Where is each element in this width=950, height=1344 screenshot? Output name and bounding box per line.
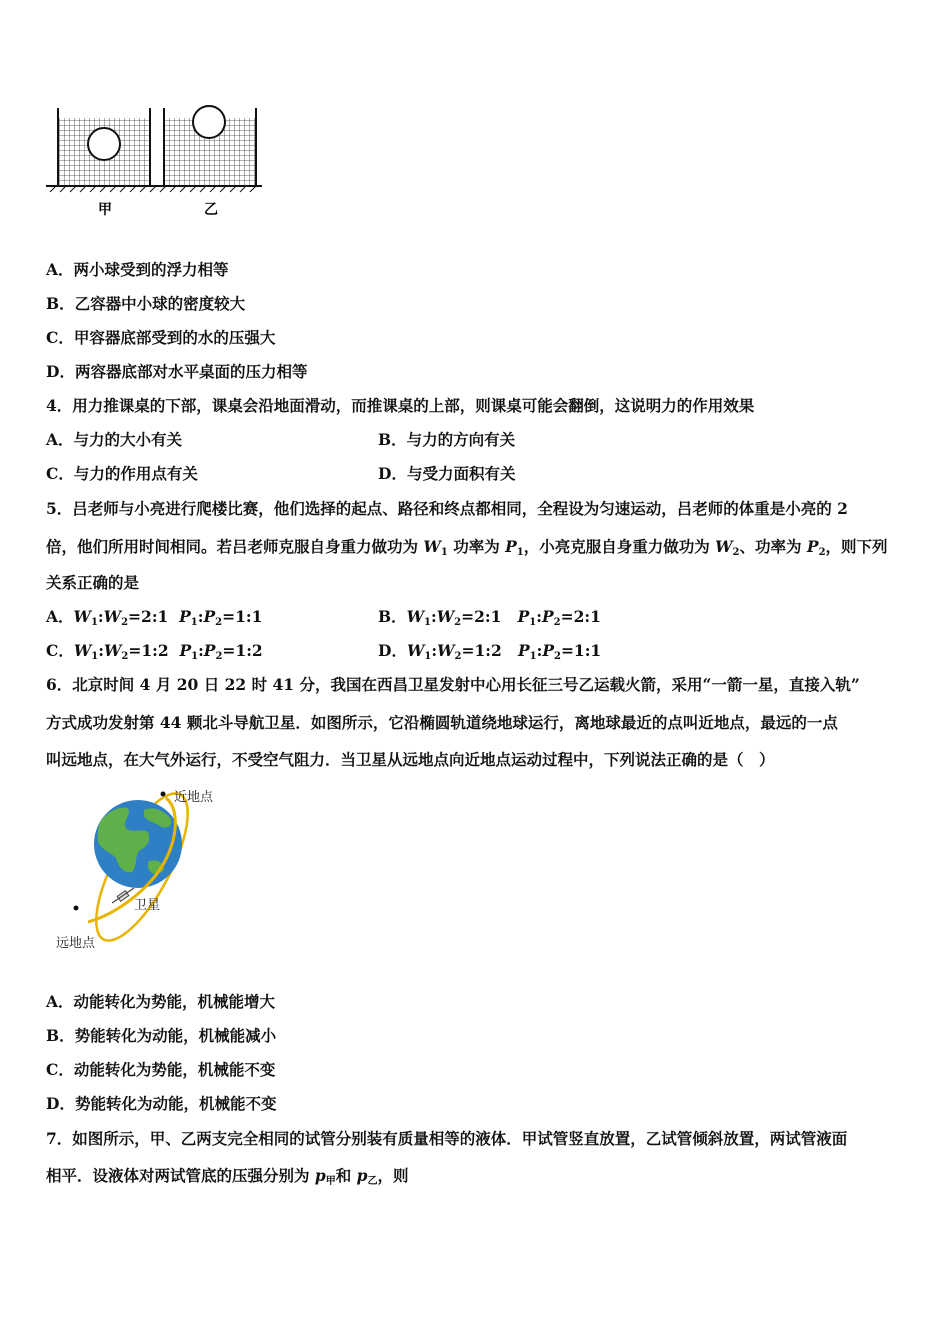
sub: 甲 <box>325 1176 336 1187</box>
container-yi <box>164 106 256 186</box>
sub: 1 <box>424 651 432 662</box>
value: =2:1 <box>128 607 169 626</box>
var-w: W <box>423 537 441 556</box>
q6-option-a: A．动能转化为势能，机械能增大 <box>46 992 276 1011</box>
value: =1:2 <box>461 641 502 660</box>
sub: 2 <box>121 617 129 628</box>
q7-text: 相平．设液体对两试管底的压强分别为 <box>46 1166 315 1185</box>
q4-option-d: D．与受力面积有关 <box>378 464 516 483</box>
label-yi: 乙 <box>204 202 218 218</box>
containers-figure <box>44 100 264 225</box>
q6-stem-line3: 叫远地点，在大气外运行，不受空气阻力．当卫星从远地点向近地点运动过程中，下列说法正确的是（ ） <box>46 750 775 769</box>
q6-option-b: B．势能转化为动能，机械能减小 <box>46 1026 277 1045</box>
satellite-orbit-figure <box>52 782 232 957</box>
var-p: P <box>179 607 191 626</box>
var-w: W <box>715 537 733 556</box>
var-w: W <box>436 607 455 626</box>
prefix: D． <box>378 641 407 660</box>
q3-option-d: D．两容器底部对水平桌面的压力相等 <box>46 362 308 381</box>
container-jia <box>58 108 150 186</box>
value: =1:2 <box>222 641 263 660</box>
var-p: P <box>542 641 554 660</box>
var-p: P <box>806 537 819 556</box>
var-p: p <box>314 1166 326 1185</box>
var-w: W <box>103 607 122 626</box>
prefix: B． <box>378 607 407 626</box>
apogee-point <box>74 906 79 911</box>
var-w: W <box>73 607 91 626</box>
sub: 1 <box>424 617 431 628</box>
prefix: C． <box>46 641 74 660</box>
q6-option-c: C．动能转化为势能，机械能不变 <box>46 1060 276 1079</box>
q5-option-c: C．$W_1:W_2=1:2$ $P_1:P_2=1:2$ <box>46 641 263 662</box>
sub: 1 <box>440 547 448 558</box>
var-p: P <box>203 607 216 626</box>
q5-text: 功率为 <box>447 537 506 556</box>
var-w: W <box>406 641 425 660</box>
q5-option-a: A．$W_1:W_2=2:1$ $P_1:P_2=1:1$ <box>46 607 263 628</box>
label-satellite: 卫星 <box>134 898 161 913</box>
q7-stem-line2 <box>46 1166 409 1186</box>
sub: 2 <box>553 617 561 628</box>
var-p: P <box>541 607 554 626</box>
q3-option-b: B．乙容器中小球的密度较大 <box>46 294 246 313</box>
value: =1:1 <box>222 607 263 626</box>
q4-option-c: C．与力的作用点有关 <box>46 464 198 483</box>
var-w: W <box>437 641 455 660</box>
sub: 1 <box>91 651 99 662</box>
q4-stem: 4．用力推课桌的下部，课桌会沿地面滑动，而推课桌的上部，则课桌可能会翻倒，这说明力的作用效果 <box>46 396 755 415</box>
var-p: P <box>505 537 517 556</box>
q6-stem-line1: 6．北京时间 4 月 20 日 22 时 41 分，我国在西昌卫星发射中心用长征三号乙运载火箭，采用“一箭一星，直接入轨” <box>46 675 860 694</box>
label-apogee: 远地点 <box>56 936 96 951</box>
perigee-point <box>161 792 166 797</box>
q7-text: 和 <box>335 1166 357 1185</box>
value: =2:1 <box>560 607 601 626</box>
q6-stem-line2: 方式成功发射第 44 颗北斗导航卫星．如图所示，它沿椭圆轨道绕地球运行，离地球最近的点叫近地点，最远的一点 <box>46 713 838 732</box>
q4-option-b: B．与力的方向有关 <box>378 430 516 449</box>
q7-stem-line1: 7．如图所示，甲、乙两支完全相同的试管分别装有质量相等的液体．甲试管竖直放置，乙试管倾斜放置，两试管液面 <box>46 1129 848 1148</box>
sub: 2 <box>215 651 223 662</box>
q7-text: ，则 <box>377 1166 409 1185</box>
sub: 乙 <box>367 1176 378 1187</box>
sub: 1 <box>529 651 537 662</box>
value: =2:1 <box>461 607 502 626</box>
sub: 1 <box>190 617 198 628</box>
q3-option-a: A．两小球受到的浮力相等 <box>46 260 229 279</box>
sub: 2 <box>121 651 129 662</box>
var-p: P <box>517 641 530 660</box>
q5-option-d: D．$W_1:W_2=1:2$ $P_1:P_2=1:1$ <box>378 641 602 662</box>
var-w: W <box>406 607 425 626</box>
sub: 2 <box>454 651 462 662</box>
q5-text: 倍，他们所用时间相同。若吕老师克服自身重力做功为 <box>46 537 424 556</box>
sub: 1 <box>191 651 199 662</box>
sub: 1 <box>529 617 537 628</box>
label-jia: 甲 <box>98 202 112 218</box>
q5-text: ，小亮克服自身重力做功为 <box>523 537 716 556</box>
sub: 2 <box>215 617 223 628</box>
sub: 2 <box>732 547 740 558</box>
label-perigee: 近地点 <box>174 790 214 805</box>
var-w: W <box>103 641 122 660</box>
value: =1:1 <box>560 641 602 660</box>
var-w: W <box>73 641 92 660</box>
ball-jia <box>88 128 120 160</box>
q5-stem-line3: 关系正确的是 <box>46 573 140 592</box>
sub: 2 <box>818 547 826 558</box>
q5-text: 、功率为 <box>739 537 807 556</box>
q4-option-a: A．与力的大小有关 <box>46 430 183 449</box>
q3-option-c: C．甲容器底部受到的水的压强大 <box>46 328 276 347</box>
ball-yi <box>193 106 225 138</box>
q6-option-d: D．势能转化为动能，机械能不变 <box>46 1094 277 1113</box>
prefix: A． <box>46 607 74 626</box>
q5-stem-line1: 5．吕老师与小亮进行爬楼比赛，他们选择的起点、路径和终点都相同，全程设为匀速运动，吕老师的体重是小亮的 2 <box>46 499 848 518</box>
sub: 2 <box>553 651 561 662</box>
var-p: P <box>203 641 216 660</box>
value: =1:2 <box>128 641 169 660</box>
sub: 1 <box>516 547 524 558</box>
sub: 2 <box>454 617 462 628</box>
q5-stem-line2 <box>46 537 888 557</box>
var-p: P <box>179 641 192 660</box>
q5-option-b: B．$W_1:W_2=2:1$ $P_1:P_2=2:1$ <box>378 607 601 628</box>
q5-text: ，则下列 <box>825 537 888 556</box>
var-p: p <box>356 1166 368 1185</box>
sub: 1 <box>90 617 98 628</box>
var-p: P <box>517 607 530 626</box>
